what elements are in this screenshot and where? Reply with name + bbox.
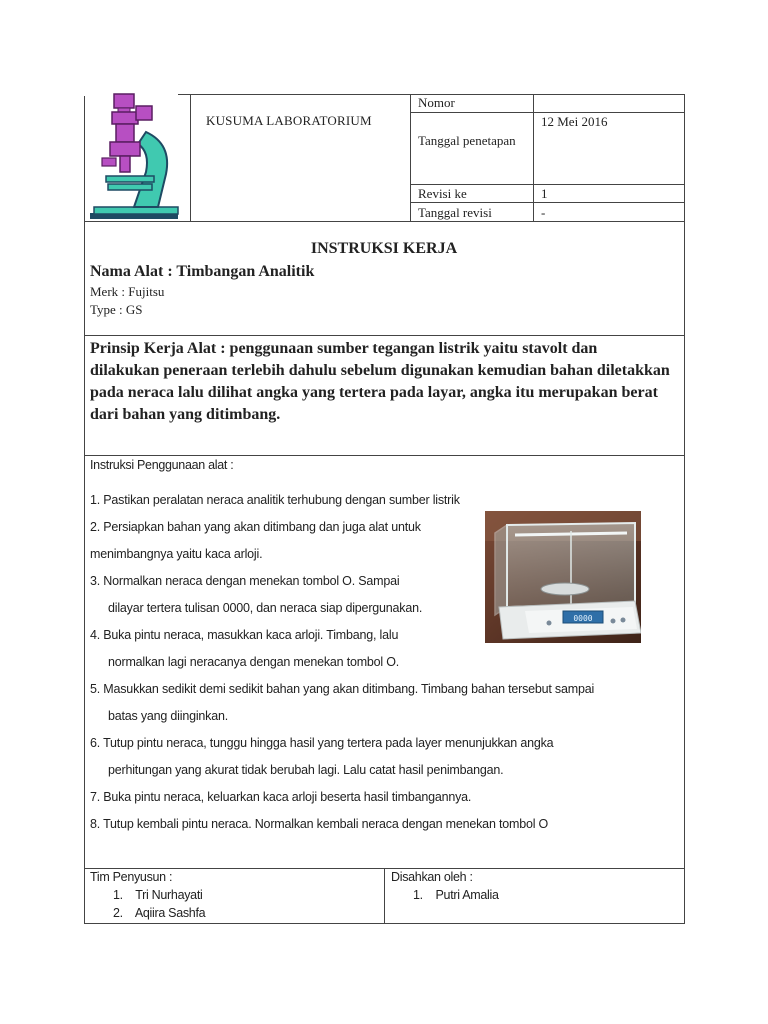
nomor-label: Nomor [418,95,455,110]
analytical-balance-photo [485,511,641,643]
instruksi-line: dilayar tertera tulisan 0000, dan neraca siap dipergunakan. [108,601,423,615]
prinsip-line: dari bahan yang ditimbang. [90,406,281,423]
lab-name: KUSUMA LABORATORIUM [206,113,372,128]
type: Type : GS [90,302,143,317]
instruksi-line: 4. Buka pintu neraca, masukkan kaca arloji. Timbang, lalu [90,628,399,642]
instruksi-line: batas yang diinginkan. [108,709,228,723]
document-heading: INSTRUKSI KERJA [310,240,458,257]
table-border [190,94,191,222]
balance-display: 0000 [573,614,593,623]
table-border [84,335,685,336]
penyusun-name: 2. Aqiira Sashfa [113,906,206,920]
table-border [684,94,685,924]
tanggal-revisi-label: Tanggal revisi [418,205,492,220]
table-border [84,455,685,456]
instruksi-line: menimbangnya yaitu kaca arloji. [90,547,263,561]
tanggal-penetapan-value: 12 Mei 2016 [541,114,608,129]
instruksi-line: 5. Masukkan sedikit demi sedikit bahan yang akan ditimbang. Timbang bahan tersebut sampai [90,682,595,696]
revisi-label: Revisi ke [418,186,467,201]
table-border [410,94,411,222]
tanggal-revisi-value: - [541,205,546,220]
microscope-icon [88,92,180,220]
table-border [410,202,685,203]
prinsip-line: Prinsip Kerja Alat : penggunaan sumber tegangan listrik yaitu stavolt dan [90,340,598,357]
disahkan-name: 1. Putri Amalia [413,888,499,902]
instruksi-line: normalkan lagi neracanya dengan menekan tombol O. [108,655,400,669]
instruksi-heading: Instruksi Penggunaan alat : [90,458,234,472]
instruksi-line: 6. Tutup pintu neraca, tunggu hingga hasil yang tertera pada layer menunjukkan angka [90,736,554,750]
prinsip-line: dilakukan peneraan terlebih dahulu sebelum digunakan kemudian bahan diletakkan [90,362,670,379]
disahkan-label: Disahkan oleh : [391,870,473,884]
table-border [84,221,685,222]
penyusun-label: Tim Penyusun : [90,870,173,884]
table-border [410,184,685,185]
merk: Merk : Fujitsu [90,284,165,299]
table-border [410,112,685,113]
prinsip-line: pada neraca lalu dilihat angka yang tertera pada layar, angka itu merupakan berat [90,384,658,401]
instruksi-line: 8. Tutup kembali pintu neraca. Normalkan kembali neraca dengan menekan tombol O [90,817,549,831]
table-border [384,868,385,924]
revisi-value: 1 [541,186,548,201]
tanggal-penetapan-label: Tanggal penetapan [418,133,516,148]
instruksi-line: 1. Pastikan peralatan neraca analitik terhubung dengan sumber listrik [90,493,460,507]
nama-alat: Nama Alat : Timbangan Analitik [90,263,315,280]
penyusun-name: 1. Tri Nurhayati [113,888,203,902]
instruksi-line: 7. Buka pintu neraca, keluarkan kaca arloji beserta hasil timbangannya. [90,790,472,804]
table-border [84,96,85,924]
instruksi-line: perhitungan yang akurat tidak berubah lagi. Lalu catat hasil penimbangan. [108,763,504,777]
instruksi-line: 3. Normalkan neraca dengan menekan tombol O. Sampai [90,574,400,588]
instruksi-line: 2. Persiapkan bahan yang akan ditimbang dan juga alat untuk [90,520,421,534]
table-border [533,94,534,222]
